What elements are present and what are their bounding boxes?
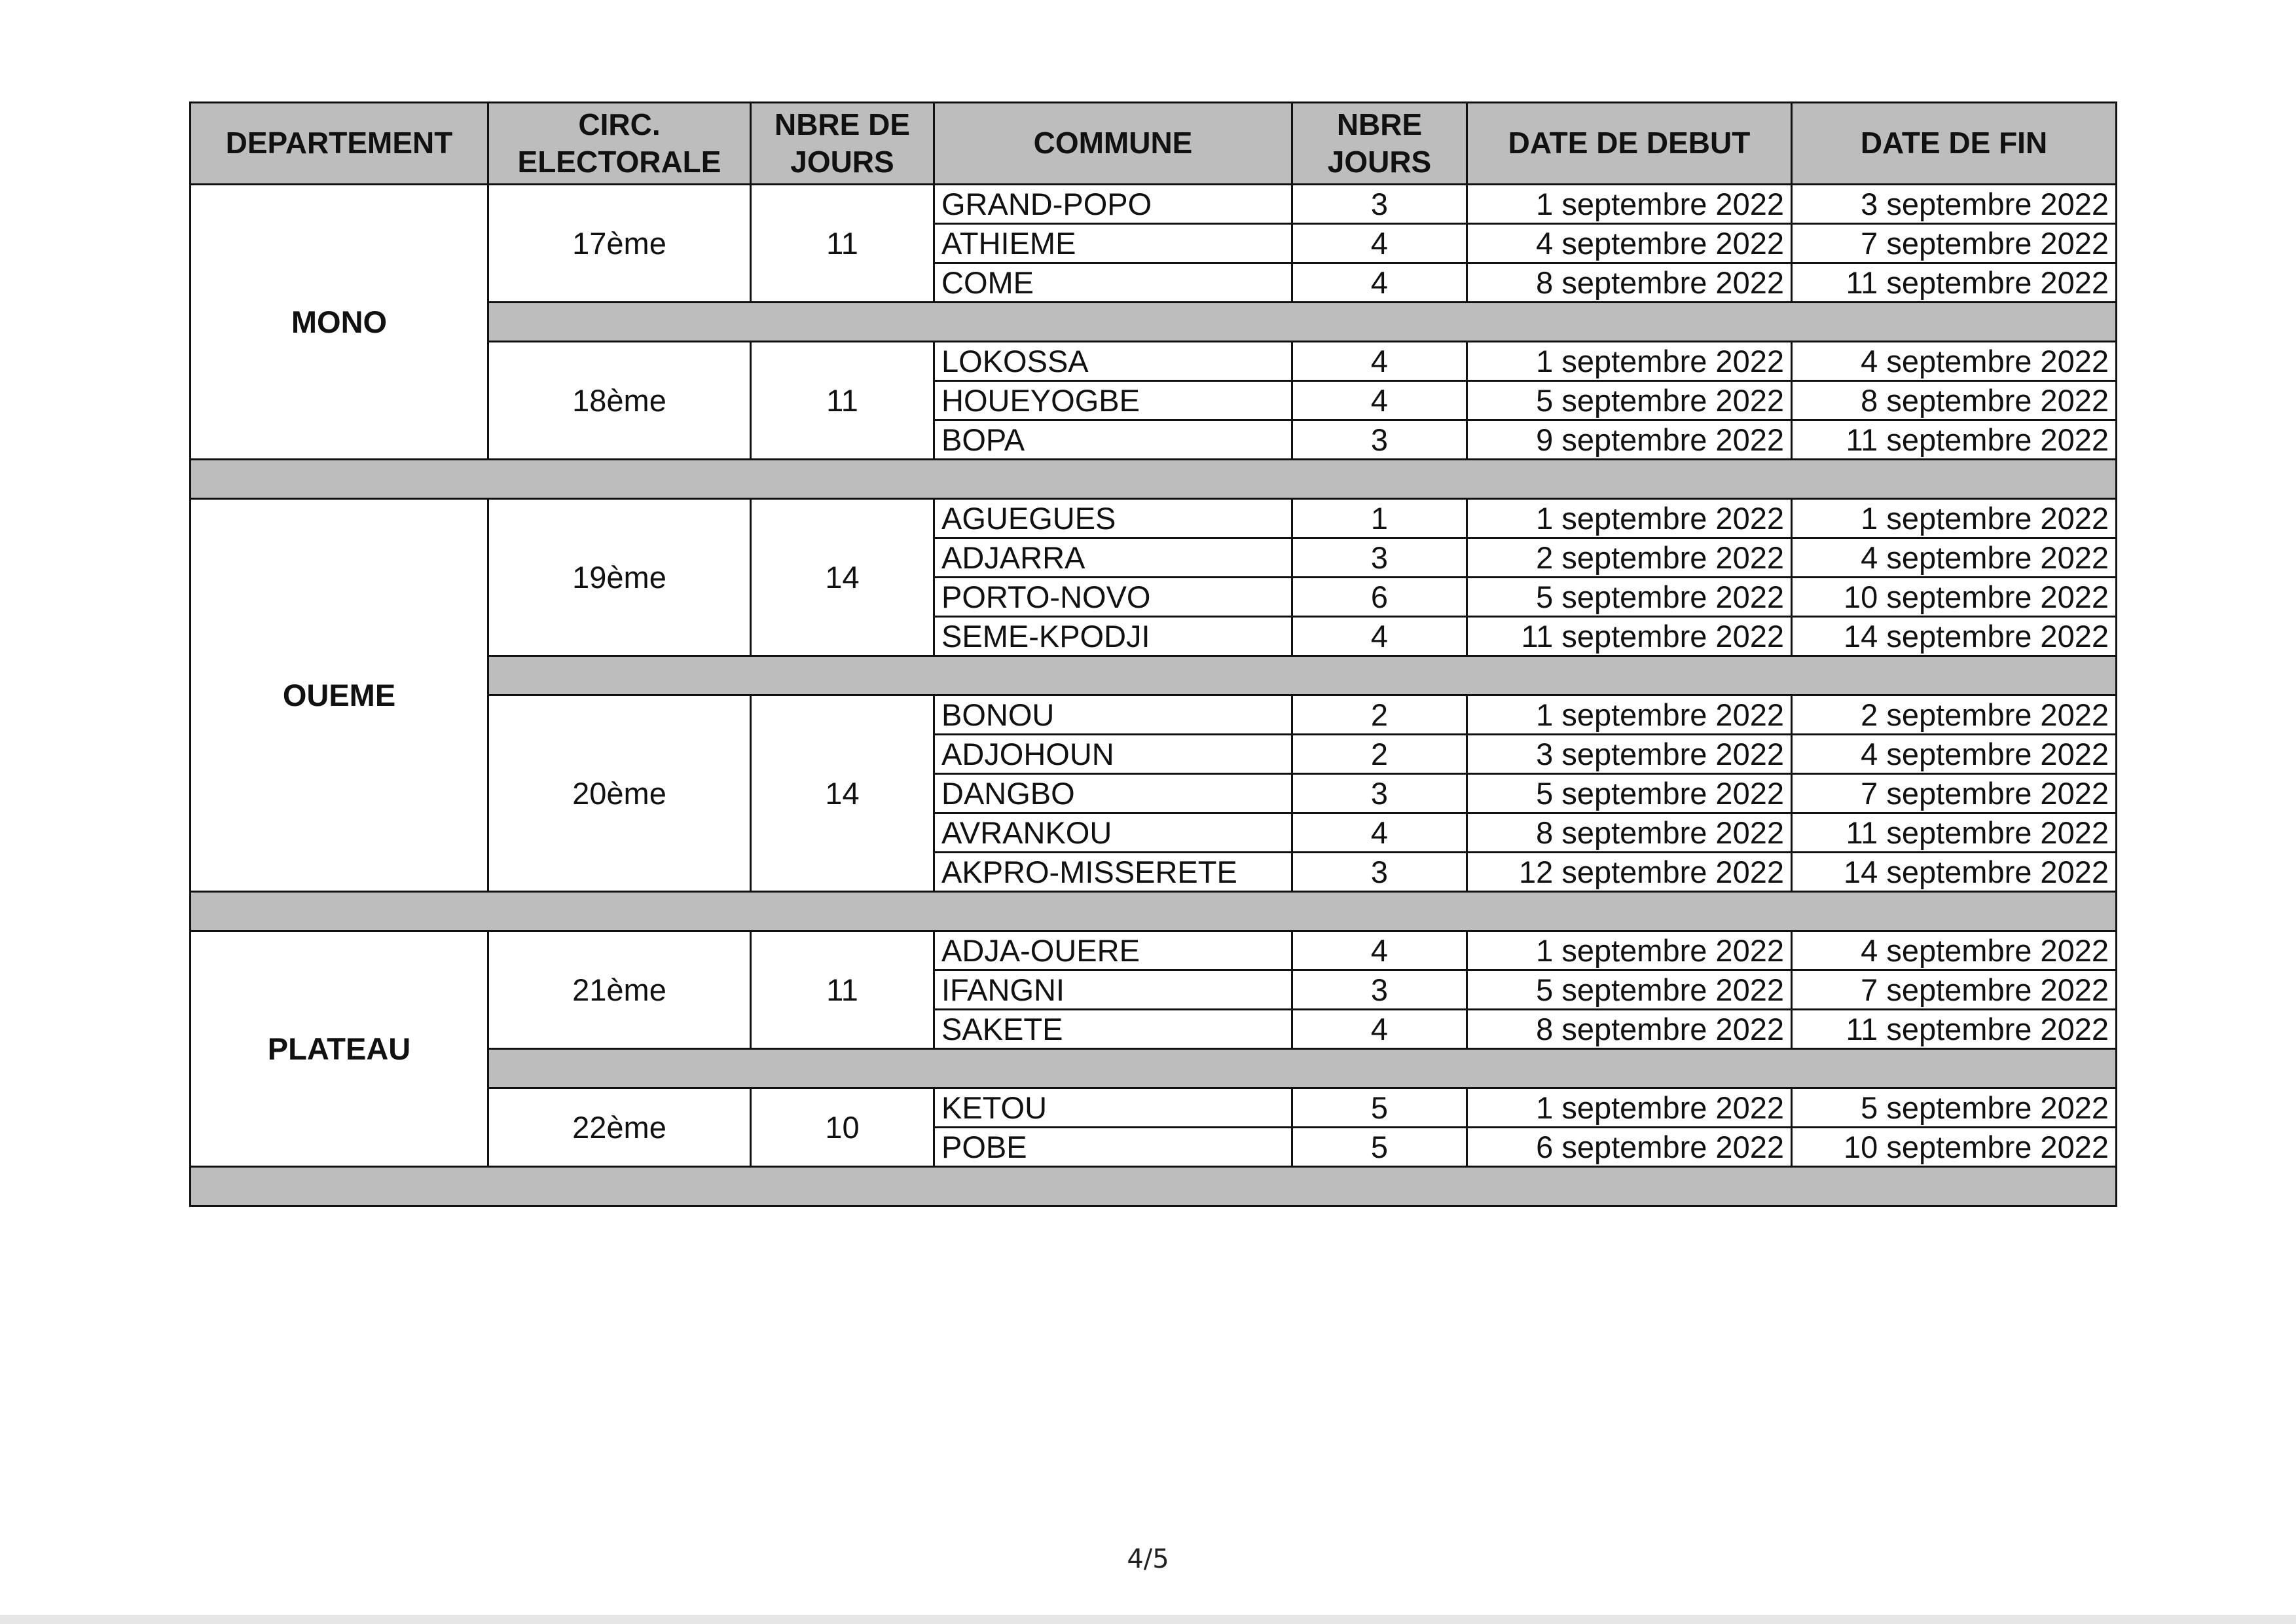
commune-cell: COME (934, 263, 1292, 303)
commune-days-cell: 3 (1292, 853, 1467, 892)
department-cell: PLATEAU (191, 931, 488, 1167)
end-date-cell: 7 septembre 2022 (1792, 970, 2117, 1010)
commune-cell: ATHIEME (934, 224, 1292, 263)
end-date-cell: 10 septembre 2022 (1792, 578, 2117, 617)
circ-electorale-cell: 22ème (488, 1088, 751, 1167)
start-date-cell: 1 septembre 2022 (1467, 342, 1792, 381)
start-date-cell: 5 septembre 2022 (1467, 381, 1792, 420)
start-date-cell: 8 septembre 2022 (1467, 1010, 1792, 1049)
start-date-cell: 1 septembre 2022 (1467, 1088, 1792, 1128)
separator-cell (191, 460, 2117, 499)
commune-cell: PORTO-NOVO (934, 578, 1292, 617)
commune-cell: HOUEYOGBE (934, 381, 1292, 420)
start-date-cell: 5 septembre 2022 (1467, 578, 1792, 617)
page-edge-shade (0, 1615, 2296, 1624)
start-date-cell: 11 septembre 2022 (1467, 617, 1792, 656)
end-date-cell: 14 septembre 2022 (1792, 617, 2117, 656)
header-date-debut: DATE DE DEBUT (1467, 103, 1792, 185)
commune-cell: BONOU (934, 695, 1292, 735)
commune-cell: AGUEGUES (934, 499, 1292, 538)
separator-cell (191, 1167, 2117, 1206)
commune-cell: ADJA-OUERE (934, 931, 1292, 970)
table-row (191, 931, 2117, 970)
commune-cell: KETOU (934, 1088, 1292, 1128)
commune-days-cell: 6 (1292, 578, 1467, 617)
department-separator-row (191, 1167, 2117, 1206)
schedule-table (189, 101, 2117, 1207)
circ-days-cell: 11 (751, 931, 934, 1049)
end-date-cell: 1 septembre 2022 (1792, 499, 2117, 538)
commune-cell: AKPRO-MISSERETE (934, 853, 1292, 892)
header-commune: COMMUNE (934, 103, 1292, 185)
commune-days-cell: 2 (1292, 735, 1467, 774)
commune-days-cell: 3 (1292, 420, 1467, 460)
header-nbre-de-jours: NBRE DE JOURS (751, 103, 934, 185)
schedule-body (191, 185, 2117, 1206)
commune-days-cell: 4 (1292, 617, 1467, 656)
start-date-cell: 12 septembre 2022 (1467, 853, 1792, 892)
start-date-cell: 5 septembre 2022 (1467, 970, 1792, 1010)
separator-cell (488, 656, 2117, 695)
end-date-cell: 14 septembre 2022 (1792, 853, 2117, 892)
start-date-cell: 6 septembre 2022 (1467, 1128, 1792, 1167)
start-date-cell: 9 septembre 2022 (1467, 420, 1792, 460)
commune-cell: LOKOSSA (934, 342, 1292, 381)
commune-cell: ADJARRA (934, 538, 1292, 578)
commune-cell: ADJOHOUN (934, 735, 1292, 774)
start-date-cell: 1 septembre 2022 (1467, 185, 1792, 224)
separator-cell (488, 1049, 2117, 1088)
separator-cell (191, 892, 2117, 931)
end-date-cell: 4 septembre 2022 (1792, 538, 2117, 578)
commune-days-cell: 2 (1292, 695, 1467, 735)
circ-days-cell: 14 (751, 499, 934, 656)
end-date-cell: 2 septembre 2022 (1792, 695, 2117, 735)
commune-cell: DANGBO (934, 774, 1292, 813)
circ-electorale-cell: 18ème (488, 342, 751, 460)
commune-days-cell: 3 (1292, 185, 1467, 224)
commune-days-cell: 4 (1292, 813, 1467, 853)
start-date-cell: 2 septembre 2022 (1467, 538, 1792, 578)
circ-days-cell: 14 (751, 695, 934, 892)
table-row (191, 499, 2117, 538)
end-date-cell: 4 septembre 2022 (1792, 342, 2117, 381)
end-date-cell: 4 septembre 2022 (1792, 735, 2117, 774)
commune-days-cell: 1 (1292, 499, 1467, 538)
end-date-cell: 11 septembre 2022 (1792, 420, 2117, 460)
commune-cell: SAKETE (934, 1010, 1292, 1049)
table-header-row (191, 103, 2117, 185)
commune-days-cell: 5 (1292, 1088, 1467, 1128)
end-date-cell: 8 septembre 2022 (1792, 381, 2117, 420)
header-departement: DEPARTEMENT (191, 103, 488, 185)
commune-cell: SEME-KPODJI (934, 617, 1292, 656)
commune-cell: POBE (934, 1128, 1292, 1167)
circ-electorale-cell: 17ème (488, 185, 751, 303)
end-date-cell: 4 septembre 2022 (1792, 931, 2117, 970)
header-nbre-jours: NBRE JOURS (1292, 103, 1467, 185)
end-date-cell: 10 septembre 2022 (1792, 1128, 2117, 1167)
start-date-cell: 5 septembre 2022 (1467, 774, 1792, 813)
end-date-cell: 5 septembre 2022 (1792, 1088, 2117, 1128)
commune-days-cell: 3 (1292, 774, 1467, 813)
commune-days-cell: 4 (1292, 224, 1467, 263)
commune-days-cell: 3 (1292, 970, 1467, 1010)
commune-cell: GRAND-POPO (934, 185, 1292, 224)
commune-days-cell: 5 (1292, 1128, 1467, 1167)
circ-electorale-cell: 19ème (488, 499, 751, 656)
commune-days-cell: 4 (1292, 381, 1467, 420)
commune-days-cell: 4 (1292, 263, 1467, 303)
end-date-cell: 3 septembre 2022 (1792, 185, 2117, 224)
end-date-cell: 7 septembre 2022 (1792, 774, 2117, 813)
commune-days-cell: 4 (1292, 342, 1467, 381)
end-date-cell: 7 septembre 2022 (1792, 224, 2117, 263)
department-cell: MONO (191, 185, 488, 460)
start-date-cell: 8 septembre 2022 (1467, 813, 1792, 853)
circ-days-cell: 11 (751, 185, 934, 303)
header-circ-electorale: CIRC. ELECTORALE (488, 103, 751, 185)
commune-cell: IFANGNI (934, 970, 1292, 1010)
end-date-cell: 11 septembre 2022 (1792, 813, 2117, 853)
department-cell: OUEME (191, 499, 488, 892)
start-date-cell: 1 septembre 2022 (1467, 931, 1792, 970)
circ-days-cell: 10 (751, 1088, 934, 1167)
commune-cell: AVRANKOU (934, 813, 1292, 853)
table-row (191, 185, 2117, 224)
commune-cell: BOPA (934, 420, 1292, 460)
circ-electorale-cell: 21ème (488, 931, 751, 1049)
department-separator-row (191, 892, 2117, 931)
commune-days-cell: 4 (1292, 931, 1467, 970)
start-date-cell: 4 septembre 2022 (1467, 224, 1792, 263)
commune-days-cell: 4 (1292, 1010, 1467, 1049)
page-number: 4/5 (1127, 1544, 1169, 1574)
end-date-cell: 11 septembre 2022 (1792, 263, 2117, 303)
department-separator-row (191, 460, 2117, 499)
start-date-cell: 8 septembre 2022 (1467, 263, 1792, 303)
separator-cell (488, 303, 2117, 342)
header-date-fin: DATE DE FIN (1792, 103, 2117, 185)
circ-electorale-cell: 20ème (488, 695, 751, 892)
commune-days-cell: 3 (1292, 538, 1467, 578)
start-date-cell: 1 septembre 2022 (1467, 695, 1792, 735)
start-date-cell: 1 septembre 2022 (1467, 499, 1792, 538)
end-date-cell: 11 septembre 2022 (1792, 1010, 2117, 1049)
start-date-cell: 3 septembre 2022 (1467, 735, 1792, 774)
circ-days-cell: 11 (751, 342, 934, 460)
